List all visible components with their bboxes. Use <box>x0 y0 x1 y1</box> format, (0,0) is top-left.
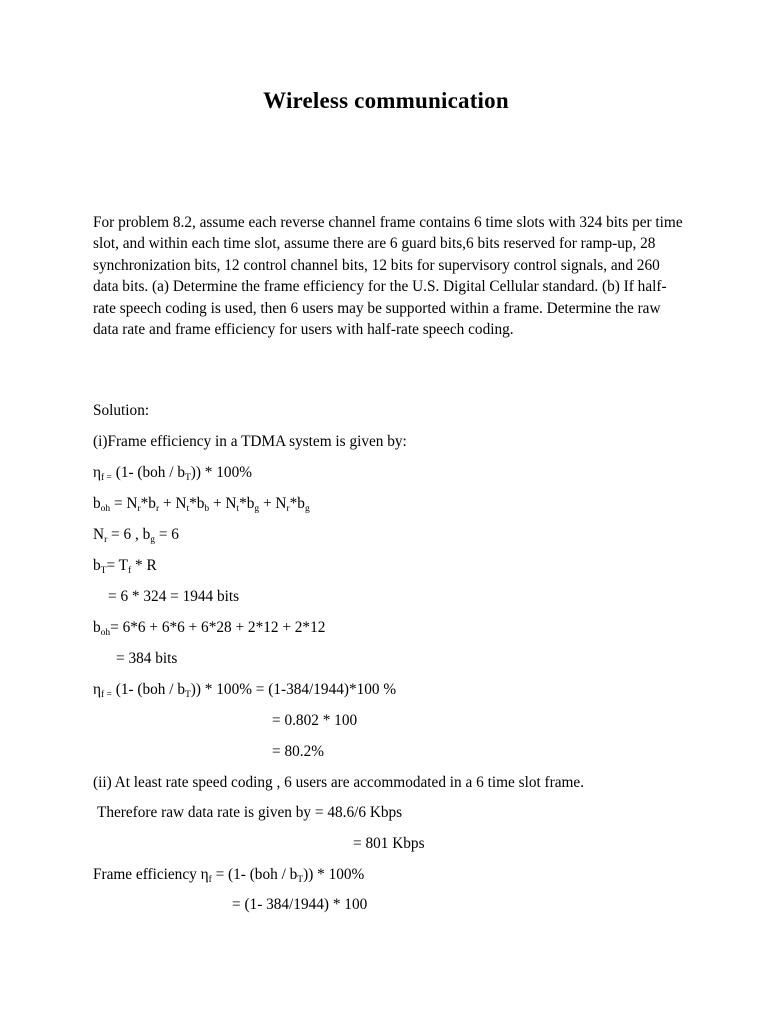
solution-heading: Solution: <box>93 402 150 419</box>
formula-text: = 6 <box>155 526 179 543</box>
overhead-formula <box>93 494 310 514</box>
formula-text: = (1- (boh / b <box>211 866 298 883</box>
efficiency-calculation <box>93 680 396 700</box>
part1-intro: (i)Frame efficiency in a TDMA system is given by: <box>93 433 407 450</box>
subscript: g <box>254 504 260 514</box>
formula-text: * R <box>131 557 157 574</box>
subscript: f <box>208 875 212 885</box>
raw-rate-line: Therefore raw data rate is given by = 48.6/6 Kbps <box>97 804 403 821</box>
subscript: r <box>104 535 108 545</box>
subscript: r <box>286 504 290 514</box>
subscript: f = <box>101 473 112 483</box>
efficiency-step: = 0.802 * 100 <box>272 712 358 729</box>
subscript: T <box>184 473 191 483</box>
problem-statement: For problem 8.2, assume each reverse channel frame contains 6 time slots with 324 bits per time slot, and within each time slot, assume there are 6 guard bits,6 bits reserved for ramp-up, 28 synchronization bits, 12 control channel bits, 12 bits for supervisory control signals, and 260 data bits. (a) Determine the frame efficiency for the U.S. Digital Cellular standard. (b) If half-rate speech coding is used, then 6 users may be supported within a frame. Determine the raw data rate and frame efficiency for users with half-rate speech coding. <box>93 214 683 339</box>
subscript: g <box>150 535 156 545</box>
formula-text: b <box>93 557 101 574</box>
formula-text: *b <box>189 495 205 512</box>
formula-text: = 6*6 + 6*6 + 6*28 + 2*12 + 2*12 <box>110 619 326 636</box>
formula-text: = T <box>106 557 128 574</box>
subscript: b <box>204 504 210 514</box>
boh-value: = 384 bits <box>116 650 178 667</box>
page-title: Wireless communication <box>263 88 509 113</box>
formula-text: = N <box>113 495 138 512</box>
efficiency-formula <box>93 463 252 483</box>
formula-text: *b <box>239 495 255 512</box>
subscript: t <box>236 504 240 514</box>
efficiency-result: = 80.2% <box>272 743 324 760</box>
nr-bg-values <box>93 525 179 545</box>
formula-text: + N <box>259 495 287 512</box>
formula-text: *b <box>140 495 156 512</box>
part2-intro: (ii) At least rate speed coding , 6 users are accommodated in a 6 time slot frame. <box>93 774 585 791</box>
formula-text: + N <box>159 495 187 512</box>
subscript: f = <box>101 690 112 700</box>
formula-text: )) * 100% = (1-384/1944)*100 % <box>190 681 397 698</box>
formula-text: b <box>93 495 101 512</box>
subscript: t <box>186 504 190 514</box>
subscript: T <box>184 690 191 700</box>
subscript: r <box>155 504 160 514</box>
eta-symbol: η <box>93 681 101 698</box>
subscript: T <box>297 875 304 885</box>
formula-text: = 6 , b <box>107 526 151 543</box>
subscript: oh <box>100 628 111 638</box>
subscript: f <box>128 566 132 576</box>
frame-efficiency-formula <box>93 865 364 885</box>
frame-efficiency-step: = (1- 384/1944) * 100 <box>232 896 368 913</box>
formula-text: Frame efficiency <box>93 866 201 883</box>
subscript: g <box>304 504 310 514</box>
formula-text: )) * 100% <box>303 866 365 883</box>
subscript: oh <box>100 504 111 514</box>
eta-symbol: η <box>200 866 209 883</box>
formula-text: *b <box>289 495 305 512</box>
raw-rate-value: = 801 Kbps <box>353 835 425 852</box>
bt-formula <box>93 556 157 576</box>
formula-text: + N <box>209 495 237 512</box>
boh-calculation <box>93 618 325 638</box>
formula-text: (1- (boh / b <box>111 681 185 698</box>
formula-text: )) * 100% <box>190 464 252 481</box>
formula-text: (1- (boh / b <box>111 464 185 481</box>
formula-text: N <box>93 526 105 543</box>
formula-text: b <box>93 619 101 636</box>
eta-symbol: η <box>93 464 101 481</box>
subscript: r <box>137 504 141 514</box>
subscript: T <box>100 566 107 576</box>
bt-value: = 6 * 324 = 1944 bits <box>108 588 240 605</box>
